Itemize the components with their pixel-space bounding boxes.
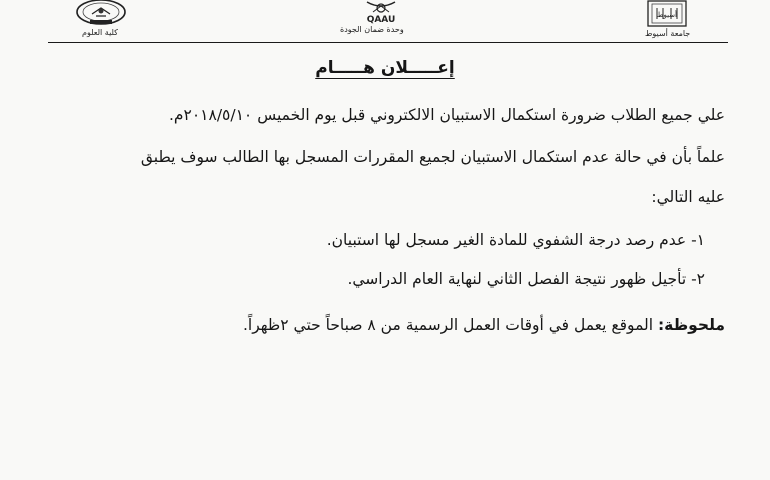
paragraph-line-3: عليه التالي: xyxy=(651,188,725,206)
qaau-logo-text: QAAU xyxy=(366,15,396,25)
list-item: ١- عدم رصد درجة الشفوي للمادة الغير مسجل لها استبيان. xyxy=(326,231,705,249)
qaau-logo-caption: وحدة ضمان الجودة xyxy=(340,25,404,34)
note-label: ملحوظة: xyxy=(657,316,725,334)
header-divider xyxy=(48,42,728,43)
assiut-logo-text: أسيوط xyxy=(656,11,678,19)
paragraph-line-1: علي جميع الطلاب ضرورة استكمال الاستبيان الالكتروني قبل يوم الخميس ٢٠١٨/٥/١٠م. xyxy=(169,106,725,124)
note xyxy=(243,316,725,334)
announcement-title-text: إعـــــلان هـــــام xyxy=(315,58,455,78)
announcement-title xyxy=(0,58,770,78)
faculty-of-science-logo xyxy=(72,0,130,28)
note-text: الموقع يعمل في أوقات العمل الرسمية من ٨ صباحاً حتي ٢ظهراً. xyxy=(242,316,658,334)
assiut-logo-caption: جامعة أسيوط xyxy=(645,29,691,38)
qaau-logo xyxy=(337,0,425,26)
paragraph-line-2: علماً بأن في حالة عدم استكمال الاستبيان لجميع المقررات المسجل بها الطالب سوف يطبق xyxy=(140,148,725,166)
faculty-logo-caption: كلية العلوم xyxy=(82,28,118,37)
list-item: ٢- تأجيل ظهور نتيجة الفصل الثاني لنهاية العام الدراسي. xyxy=(347,270,705,288)
assiut-university-logo xyxy=(644,0,690,28)
